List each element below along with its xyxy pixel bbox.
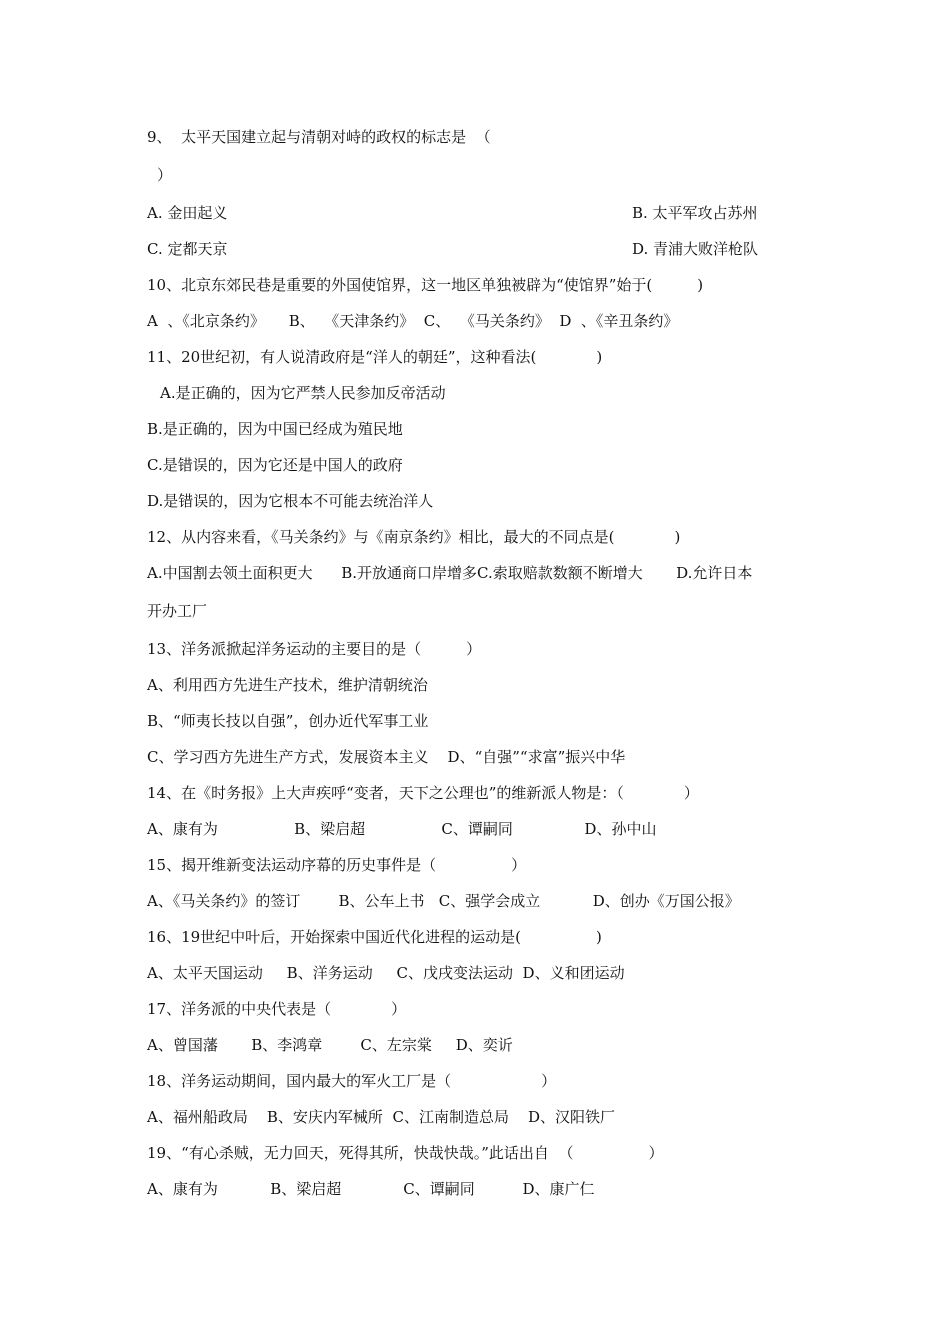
q11-option-b: B.是正确的，因为中国已经成为殖民地 — [147, 420, 403, 438]
q18-stem: 18、洋务运动期间，国内最大的军火工厂是（ ） — [147, 1072, 557, 1090]
q19-stem: 19、“有心杀贼，无力回天，死得其所，快哉快哉。”此话出自 （ ） — [147, 1144, 664, 1162]
q18-options: A、福州船政局 B、安庆内军械所 C、江南制造总局 D、汉阳铁厂 — [147, 1108, 616, 1126]
q9-option-c: C. 定都天京 — [147, 240, 228, 258]
q13-stem: 13、洋务派掀起洋务运动的主要目的是（ ） — [147, 640, 482, 658]
q17-stem: 17、洋务派的中央代表是（ ） — [147, 1000, 407, 1018]
q16-stem: 16、19世纪中叶后，开始探索中国近代化进程的运动是( ) — [147, 928, 602, 946]
q10-options: A 、《北京条约》 B、 《天津条约》 C、 《马关条约》 D 、《辛丑条约》 — [147, 312, 679, 330]
q9-option-a: A. 金田起义 — [147, 204, 228, 222]
q14-options: A、康有为 B、梁启超 C、谭嗣同 D、孙中山 — [147, 820, 657, 838]
q11-option-c: C.是错误的，因为它还是中国人的政府 — [147, 456, 403, 474]
q13-option-a: A、利用西方先进生产技术，维护清朝统治 — [147, 676, 428, 694]
q13-option-b: B、“师夷长技以自强”，创办近代军事工业 — [147, 712, 429, 730]
q9-stem: 9、 太平天国建立起与清朝对峙的政权的标志是 （ — [147, 128, 491, 146]
q12-stem: 12、从内容来看，《马关条约》与《南京条约》相比，最大的不同点是( ) — [147, 528, 681, 546]
q10-stem: 10、北京东郊民巷是重要的外国使馆界，这一地区单独被辟为“使馆界”始于( ) — [147, 276, 704, 294]
q15-options: A、《马关条约》的签订 B、公车上书 C、强学会成立 D、创办《万国公报》 — [147, 892, 740, 910]
q12-options-continued: 开办工厂 — [147, 602, 208, 620]
q11-option-a: A.是正确的，因为它严禁人民参加反帝活动 — [160, 384, 446, 402]
q9-option-b: B. 太平军攻占苏州 — [632, 204, 758, 222]
q9-stem-continued: ） — [157, 166, 173, 184]
q12-options: A.中国割去领土面积更大 B.开放通商口岸增多C.索取赔款数额不断增大 D.允许日本 — [147, 564, 753, 582]
q17-options: A、曾国藩 B、李鸿章 C、左宗棠 D、奕䜣 — [147, 1036, 513, 1054]
q11-option-d: D.是错误的，因为它根本不可能去统治洋人 — [147, 492, 434, 510]
q15-stem: 15、揭开维新变法运动序幕的历史事件是（ ） — [147, 856, 527, 874]
q14-stem: 14、在《时务报》上大声疾呼“变者，天下之公理也”的维新派人物是：（ ） — [147, 784, 699, 802]
q11-stem: 11、20世纪初，有人说清政府是“洋人的朝廷”，这种看法( ) — [147, 348, 603, 366]
q13-options-c-d: C、学习西方先进生产方式，发展资本主义 D、“自强”“求富”振兴中华 — [147, 748, 626, 766]
q9-option-d: D. 青浦大败洋枪队 — [632, 240, 759, 258]
q19-options: A、康有为 B、梁启超 C、谭嗣同 D、康广仁 — [147, 1180, 595, 1198]
q16-options: A、太平天国运动 B、洋务运动 C、戊戌变法运动 D、义和团运动 — [147, 964, 625, 982]
